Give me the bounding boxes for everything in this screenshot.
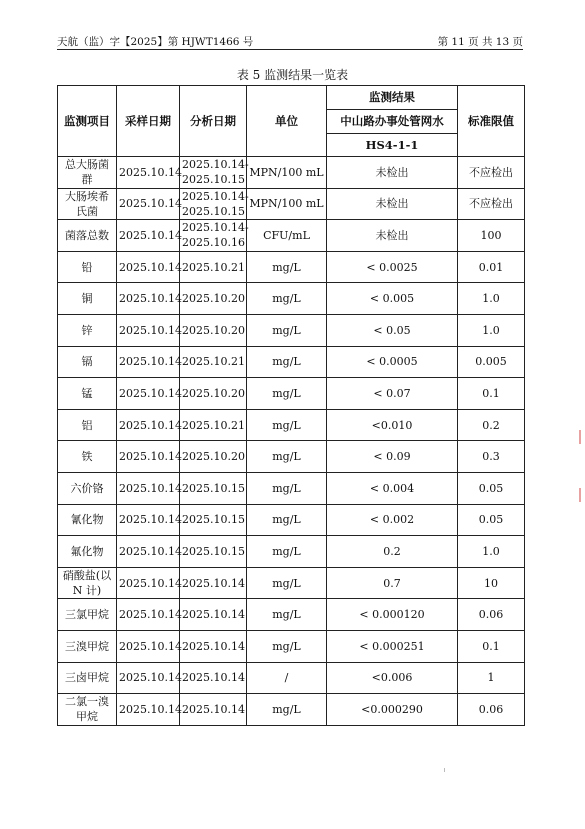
cell-limit: 0.06: [458, 694, 525, 726]
cell-sample-date: 2025.10.14: [117, 188, 180, 220]
cell-limit: 0.1: [458, 378, 525, 410]
cell-result: < 0.000251: [327, 630, 458, 662]
cell-item: 二氯一溴甲烷: [58, 694, 117, 726]
cell-item: 大肠埃希氏菌: [58, 188, 117, 220]
cell-analysis-date: 2025.10.15: [180, 472, 247, 504]
cell-sample-date: 2025.10.14: [117, 694, 180, 726]
cell-result: < 0.002: [327, 504, 458, 536]
cell-limit: 10: [458, 567, 525, 599]
cell-sample-date: 2025.10.14: [117, 314, 180, 346]
cell-sample-date: 2025.10.14: [117, 283, 180, 315]
cell-sample-date: 2025.10.14: [117, 409, 180, 441]
cell-analysis-date: 2025.10.21: [180, 409, 247, 441]
cell-result: <0.006: [327, 662, 458, 694]
cell-limit: 0.005: [458, 346, 525, 378]
table-row: [58, 536, 525, 568]
cell-analysis-date: 2025.10.14-2025.10.16: [180, 220, 247, 252]
cell-unit: MPN/100 mL: [247, 188, 327, 220]
seal-edge: [579, 430, 585, 540]
table-row: [58, 346, 525, 378]
cell-unit: mg/L: [247, 567, 327, 599]
cell-sample-date: 2025.10.14: [117, 504, 180, 536]
cell-analysis-date: 2025.10.20: [180, 378, 247, 410]
cell-unit: mg/L: [247, 409, 327, 441]
cell-analysis-date: 2025.10.14: [180, 599, 247, 631]
results-table: [57, 85, 525, 726]
cell-item: 锰: [58, 378, 117, 410]
cell-limit: 0.05: [458, 472, 525, 504]
table-row: [58, 378, 525, 410]
table-row: [58, 567, 525, 599]
cell-limit: 不应检出: [458, 157, 525, 189]
cell-sample-date: 2025.10.14: [117, 630, 180, 662]
cell-item: 镉: [58, 346, 117, 378]
cell-result: < 0.0005: [327, 346, 458, 378]
cell-unit: mg/L: [247, 441, 327, 473]
report-number: 天航（监）字【2025】第 HJWT1466 号: [57, 36, 254, 48]
table-row: [58, 662, 525, 694]
cell-sample-date: 2025.10.14: [117, 220, 180, 252]
cell-result: <0.010: [327, 409, 458, 441]
cell-analysis-date: 2025.10.14: [180, 662, 247, 694]
table-row: [58, 220, 525, 252]
cell-result: < 0.09: [327, 441, 458, 473]
cell-analysis-date: 2025.10.15: [180, 504, 247, 536]
cell-unit: mg/L: [247, 346, 327, 378]
header-limit: 标准限值: [458, 86, 525, 157]
cell-item: 三卤甲烷: [58, 662, 117, 694]
cell-limit: 1: [458, 662, 525, 694]
page-number: 第 11 页 共 13 页: [437, 36, 523, 48]
cell-item: 铅: [58, 251, 117, 283]
cell-sample-date: 2025.10.14: [117, 346, 180, 378]
header-analysis-date: 分析日期: [180, 86, 247, 157]
cell-result: 0.7: [327, 567, 458, 599]
cell-analysis-date: 2025.10.15: [180, 536, 247, 568]
cell-sample-date: 2025.10.14: [117, 536, 180, 568]
cell-result: 未检出: [327, 188, 458, 220]
results-body: [58, 157, 525, 726]
cell-limit: 1.0: [458, 283, 525, 315]
cell-result: < 0.0025: [327, 251, 458, 283]
cell-sample-date: 2025.10.14: [117, 599, 180, 631]
table-row: [58, 157, 525, 189]
cell-result: 0.2: [327, 536, 458, 568]
cell-unit: mg/L: [247, 283, 327, 315]
cell-item: 三溴甲烷: [58, 630, 117, 662]
cell-analysis-date: 2025.10.20: [180, 283, 247, 315]
cell-limit: 0.1: [458, 630, 525, 662]
cell-analysis-date: 2025.10.21: [180, 251, 247, 283]
cell-result: < 0.000120: [327, 599, 458, 631]
cell-limit: 100: [458, 220, 525, 252]
cell-sample-date: 2025.10.14: [117, 157, 180, 189]
cell-result: < 0.07: [327, 378, 458, 410]
cell-unit: mg/L: [247, 536, 327, 568]
cell-unit: mg/L: [247, 472, 327, 504]
table-row: [58, 283, 525, 315]
cell-unit: mg/L: [247, 599, 327, 631]
table-row: [58, 599, 525, 631]
table-row: [58, 472, 525, 504]
cell-unit: mg/L: [247, 694, 327, 726]
header-location: 中山路办事处管网水: [327, 110, 458, 134]
cell-unit: mg/L: [247, 314, 327, 346]
table-caption: 表 5 监测结果一览表: [236, 68, 349, 82]
scan-mark: [444, 768, 445, 772]
cell-sample-date: 2025.10.14: [117, 472, 180, 504]
cell-result: < 0.005: [327, 283, 458, 315]
header-unit: 单位: [247, 86, 327, 157]
table-row: [58, 251, 525, 283]
cell-unit: mg/L: [247, 251, 327, 283]
cell-item: 铁: [58, 441, 117, 473]
table-row: [58, 188, 525, 220]
cell-item: 硝酸盐(以 N 计): [58, 567, 117, 599]
cell-sample-date: 2025.10.14: [117, 441, 180, 473]
table-row: [58, 694, 525, 726]
header-sample-date: 采样日期: [117, 86, 180, 157]
cell-item: 氟化物: [58, 536, 117, 568]
cell-item: 总大肠菌群: [58, 157, 117, 189]
cell-limit: 0.2: [458, 409, 525, 441]
cell-result: < 0.004: [327, 472, 458, 504]
cell-item: 氰化物: [58, 504, 117, 536]
cell-unit: CFU/mL: [247, 220, 327, 252]
cell-result: 未检出: [327, 220, 458, 252]
cell-item: 铝: [58, 409, 117, 441]
page-header: [57, 31, 523, 50]
cell-limit: 1.0: [458, 314, 525, 346]
cell-unit: mg/L: [247, 504, 327, 536]
cell-analysis-date: 2025.10.14: [180, 694, 247, 726]
table-row: [58, 409, 525, 441]
header-sample-id: HS4-1-1: [327, 134, 458, 157]
cell-limit: 0.01: [458, 251, 525, 283]
cell-sample-date: 2025.10.14: [117, 567, 180, 599]
cell-limit: 1.0: [458, 536, 525, 568]
header-item: 监测项目: [58, 86, 117, 157]
table-row: [58, 441, 525, 473]
cell-unit: /: [247, 662, 327, 694]
cell-analysis-date: 2025.10.20: [180, 441, 247, 473]
cell-analysis-date: 2025.10.14-2025.10.15: [180, 188, 247, 220]
cell-unit: mg/L: [247, 378, 327, 410]
cell-limit: 0.05: [458, 504, 525, 536]
cell-item: 铜: [58, 283, 117, 315]
cell-analysis-date: 2025.10.14: [180, 630, 247, 662]
cell-unit: MPN/100 mL: [247, 157, 327, 189]
table-row: [58, 314, 525, 346]
cell-analysis-date: 2025.10.20: [180, 314, 247, 346]
cell-limit: 不应检出: [458, 188, 525, 220]
cell-limit: 0.06: [458, 599, 525, 631]
table-row: [58, 504, 525, 536]
cell-result: 未检出: [327, 157, 458, 189]
cell-sample-date: 2025.10.14: [117, 251, 180, 283]
cell-result: < 0.05: [327, 314, 458, 346]
cell-unit: mg/L: [247, 630, 327, 662]
cell-item: 菌落总数: [58, 220, 117, 252]
cell-limit: 0.3: [458, 441, 525, 473]
cell-item: 三氯甲烷: [58, 599, 117, 631]
cell-analysis-date: 2025.10.14: [180, 567, 247, 599]
cell-sample-date: 2025.10.14: [117, 662, 180, 694]
cell-analysis-date: 2025.10.21: [180, 346, 247, 378]
header-results: 监测结果: [327, 86, 458, 110]
table-row: [58, 630, 525, 662]
cell-item: 六价铬: [58, 472, 117, 504]
cell-analysis-date: 2025.10.14-2025.10.15: [180, 157, 247, 189]
cell-item: 锌: [58, 314, 117, 346]
cell-sample-date: 2025.10.14: [117, 378, 180, 410]
cell-result: <0.000290: [327, 694, 458, 726]
